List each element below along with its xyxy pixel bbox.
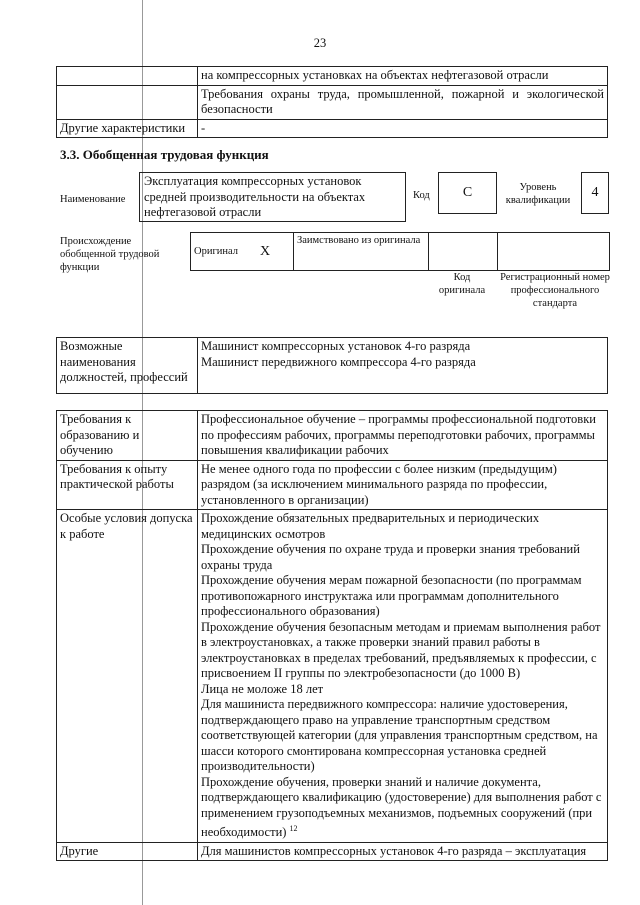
name-label: Наименование [60,194,126,205]
borrowed-label: Заимствовано из оригинала [294,233,429,271]
page-number: 23 [313,36,327,50]
positions-label: Возможные наименования должностей, профессий [57,338,198,394]
condition-paragraph-last [201,775,604,841]
reg-caption: Регистрационный номер профессионального стандарта [500,272,610,309]
section-title: 3.3. Обобщенная трудовая функция [60,147,269,162]
positions-list [198,338,608,394]
requirements-table [56,410,608,861]
condition-paragraph: Прохождение обучения, проверки знаний и наличие документа, подтверждающего квалификацию (удостоверение) для выполнения работ с применением грузоподъемных механизмов, подъемных сооружений (при необходимости) [201,774,602,840]
origin-table [190,232,610,271]
characteristics-table [56,66,608,138]
experience-label: Требования к опыту практической работы [57,460,198,510]
condition-paragraph: Прохождение обязательных предварительных и периодических медицинских осмотров [201,511,540,541]
original-mark: X [257,233,294,271]
special-conditions-value [198,510,608,843]
original-code-cell [429,233,498,271]
characteristics-row3-label: Другие характеристики [57,119,198,138]
level-label: Уровень квалификации [505,182,571,206]
positions-table [56,337,608,394]
condition-paragraph: Прохождение обучения мерам пожарной безопасности (по программам противопожарного инструктажа или программам дополнительного профессионального образования) [201,573,582,618]
position-item: Машинист передвижного компрессора 4-го разряда [201,354,476,369]
other-value: Для машинистов компрессорных установок 4-го разряда – эксплуатация [198,842,608,861]
special-conditions-label: Особые условия допуска к работе [57,510,198,843]
education-value: Профессиональное обучение – программы профессиональной подготовки по профессиям рабочих, программы переподготовки рабочих, программы повышения квалификации рабочих [198,411,608,461]
education-label: Требования к образованию и обучению [57,411,198,461]
condition-paragraph: Лица не моложе 18 лет [201,681,324,696]
registration-number-cell [498,233,610,271]
code-label: Код [413,190,430,201]
code-caption: Код оригинала [438,272,486,296]
footnote-marker: 12 [289,824,298,833]
function-name-value: Эксплуатация компрессорных установок средней производительности на объектах нефтегазовой отрасли [139,172,406,222]
code-value: C [438,172,497,214]
condition-paragraph: Прохождение обучения безопасным методам и приемам выполнения работ в электроустановках, а также проверки знаний правил работы в электроустановках в пределах требований, предъявляемых к профессии, с присвоением II группы по электробезопасности (до 1000 В) [201,619,601,680]
origin-label: Происхождение обобщенной трудовой функции [60,236,160,273]
characteristics-row3-value: - [198,119,608,138]
position-item: Машинист компрессорных установок 4-го разряда [201,339,471,353]
characteristics-row2-value: Требования охраны труда, промышленной, пожарной и экологической безопасности [198,85,608,119]
experience-value: Не менее одного года по профессии с более низким (предыдущим) разрядом (за исключением минимального разряда по профессии, установленного в организации) [198,460,608,510]
other-label: Другие [57,842,198,861]
condition-paragraph: Для машиниста передвижного компрессора: наличие удостоверения, подтверждающего право на управление транспортным средством соответствующей категории (для управления транспортным средством, на шасси которого смонтирована компрессорная установка средней производительности) [201,697,598,773]
characteristics-row1-value: на компрессорных установках на объектах нефтегазовой отрасли [198,67,608,86]
original-label: Оригинал [191,233,258,271]
level-value: 4 [581,172,609,214]
condition-paragraph: Прохождение обучения по охране труда и проверки знания требований охраны труда [201,542,580,572]
